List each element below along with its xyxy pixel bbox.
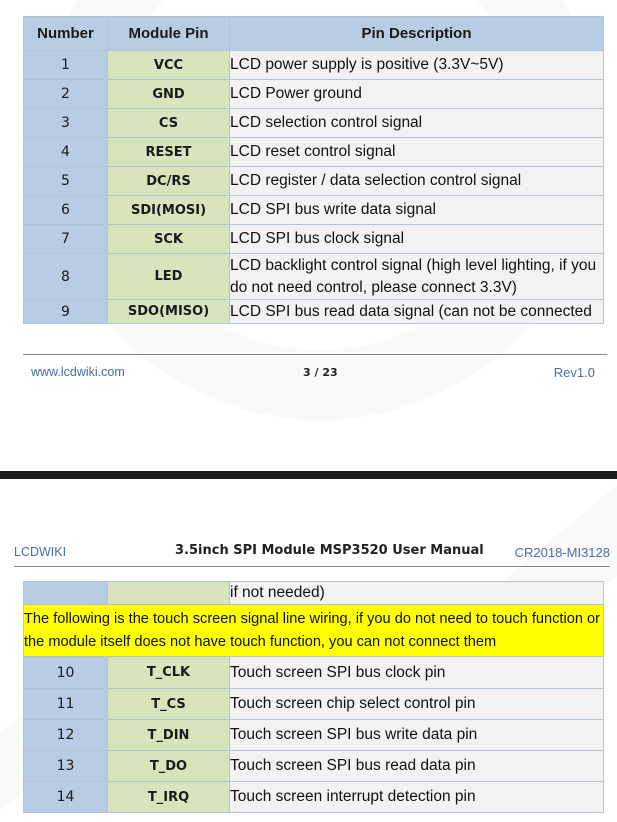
pin-description: LCD SPI bus write data signal — [230, 196, 604, 225]
module-pin: CS — [108, 109, 230, 138]
pin-description-continuation: if not needed) — [230, 582, 604, 605]
module-pin: SDI(MOSI) — [108, 196, 230, 225]
table-row — [24, 225, 604, 254]
module-pin: T_IRQ — [108, 782, 230, 813]
table-row — [24, 300, 604, 324]
header-module-pin: Module Pin — [108, 17, 230, 51]
pin-number: 2 — [24, 80, 108, 109]
table-row — [24, 109, 604, 138]
table-row — [24, 254, 604, 300]
table-row — [24, 80, 604, 109]
footer-website-link[interactable]: www.lcdwiki.com — [31, 365, 125, 379]
pin-description: LCD power supply is positive (3.3V~5V) — [230, 51, 604, 80]
pin-number-empty — [24, 582, 108, 605]
table-row — [24, 51, 604, 80]
pin-number: 14 — [24, 782, 108, 813]
footer-revision: Rev1.0 — [553, 365, 595, 380]
module-pin: LED — [108, 254, 230, 300]
table-row — [24, 782, 604, 813]
module-pin: T_DIN — [108, 720, 230, 751]
pin-table-top — [23, 16, 604, 324]
table-row — [24, 167, 604, 196]
module-pin: GND — [108, 80, 230, 109]
pin-description: LCD selection control signal — [230, 109, 604, 138]
table-row — [24, 196, 604, 225]
pin-description: Touch screen SPI bus read data pin — [230, 751, 604, 782]
pin-description: Touch screen interrupt detection pin — [230, 782, 604, 813]
footer-page-number: 3 / 23 — [303, 366, 338, 379]
page-divider — [0, 471, 617, 479]
pin-number: 8 — [24, 254, 108, 300]
header-number: Number — [24, 17, 108, 51]
header-pin-description: Pin Description — [230, 17, 604, 51]
pin-number: 13 — [24, 751, 108, 782]
module-pin-empty — [108, 582, 230, 605]
table-row — [24, 751, 604, 782]
pin-table-bottom — [23, 581, 604, 813]
module-pin: T_CLK — [108, 657, 230, 689]
module-pin: DC/RS — [108, 167, 230, 196]
pin-description: LCD register / data selection control signal — [230, 167, 604, 196]
pin-number: 9 — [24, 300, 108, 324]
pin-description: LCD SPI bus clock signal — [230, 225, 604, 254]
module-pin: VCC — [108, 51, 230, 80]
table-row — [24, 720, 604, 751]
pin-number: 10 — [24, 657, 108, 689]
module-pin: SDO(MISO) — [108, 300, 230, 324]
touch-screen-note: The following is the touch screen signal line wiring, if you do not need to touch function or the module itself does not have touch function, you can not connect them — [24, 605, 604, 657]
pin-description: Touch screen chip select control pin — [230, 689, 604, 720]
pin-number: 4 — [24, 138, 108, 167]
header-brand: LCDWIKI — [14, 545, 67, 559]
pin-description: LCD SPI bus read data signal (can not be connected — [230, 300, 604, 324]
page-header — [14, 543, 610, 567]
table-row — [24, 657, 604, 689]
pin-number: 6 — [24, 196, 108, 225]
pin-number: 3 — [24, 109, 108, 138]
pin-description: Touch screen SPI bus write data pin — [230, 720, 604, 751]
pin-number: 12 — [24, 720, 108, 751]
pin-number: 5 — [24, 167, 108, 196]
pin-description: LCD Power ground — [230, 80, 604, 109]
module-pin: T_CS — [108, 689, 230, 720]
table-row — [24, 689, 604, 720]
header-document-title: 3.5inch SPI Module MSP3520 User Manual — [175, 543, 484, 558]
page-footer — [23, 354, 607, 395]
module-pin: T_DO — [108, 751, 230, 782]
pin-description: LCD backlight control signal (high level lighting, if you do not need control, please connect 3.3V) — [230, 254, 604, 300]
pin-description: Touch screen SPI bus clock pin — [230, 657, 604, 689]
table-header-row — [24, 17, 604, 51]
table-row-continuation — [24, 582, 604, 605]
pin-number: 7 — [24, 225, 108, 254]
touch-note-row — [24, 605, 604, 657]
pin-description: LCD reset control signal — [230, 138, 604, 167]
header-document-code: CR2018-MI3128 — [514, 545, 610, 560]
pin-number: 11 — [24, 689, 108, 720]
table-row — [24, 138, 604, 167]
module-pin: RESET — [108, 138, 230, 167]
pin-number: 1 — [24, 51, 108, 80]
module-pin: SCK — [108, 225, 230, 254]
